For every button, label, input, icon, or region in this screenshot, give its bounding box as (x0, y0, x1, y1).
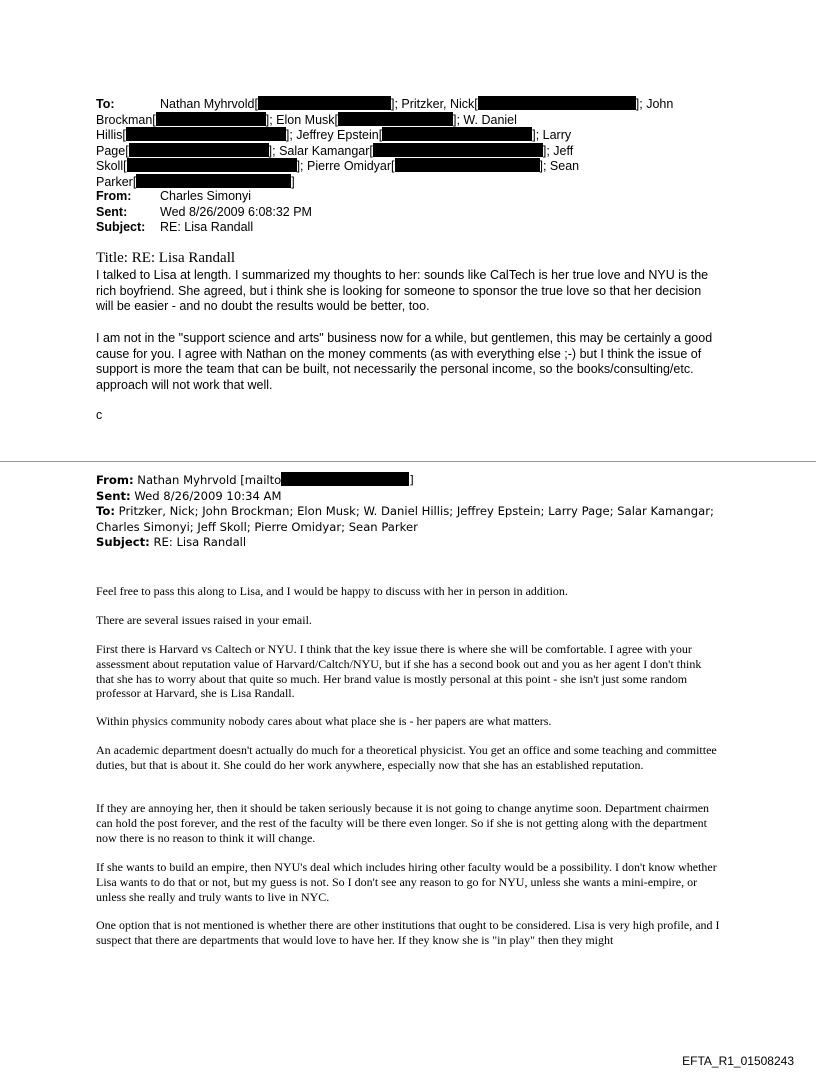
forwarded-header (96, 472, 726, 551)
fwd-subject-line (96, 535, 726, 551)
to-label: To: (96, 97, 115, 111)
sent-label: Sent: (96, 204, 128, 219)
fwd-to-label: To: (96, 504, 115, 518)
to-text: ]; Jeff (542, 143, 574, 158)
body-paragraph: If they are annoying her, then it should be taken seriously because it is not going to change anytime soon. Department chairmen can hold the post forever, and the rest of the faculty will be there even longer. So if she is not getting along with the department now there is no reason to think it will change. (96, 801, 710, 845)
to-text: Skoll[ (96, 159, 127, 173)
fwd-from-end: ] (409, 473, 414, 487)
to-text: ]; Jeffrey Epstein[ (285, 128, 383, 142)
to-text: Brockman[ (96, 112, 156, 127)
to-text: Parker[ (96, 174, 137, 189)
fwd-from-value: Nathan Myhrvold [mailto (137, 473, 282, 487)
from-value: Charles Simonyi (160, 189, 252, 203)
to-text: ]; W. Daniel (453, 112, 517, 127)
to-line-2 (96, 112, 716, 128)
to-text: ]; Pierre Omidyar[ (296, 159, 395, 173)
redaction-box (258, 96, 391, 110)
redaction-box (126, 127, 286, 141)
to-text: Hillis[ (96, 128, 126, 142)
redaction-box (478, 96, 636, 110)
body-paragraph: There are several issues raised in your email. (96, 613, 312, 627)
redaction-box (382, 127, 532, 141)
redaction-box (281, 472, 409, 486)
redaction-box (127, 158, 297, 172)
to-line-4 (96, 143, 716, 159)
body-paragraph: First there is Harvard vs Caltech or NYU. I think that the key issue there is where she will be comfortable. I agree with your assessment about reputation value of Harvard/Caltch/NYU, but if she has a second book out and you as her agent I don't think that she has to worry about that quite so much. Her brand value is mostly personal at this point - she isn't just some random professor at Harvard, she is Lisa Randall. (96, 642, 702, 701)
fwd-subject-value: RE: Lisa Randall (153, 535, 247, 549)
subject-value: RE: Lisa Randall (160, 220, 254, 234)
signature: c (96, 408, 103, 422)
to-text: ]; John (635, 97, 674, 111)
to-text: Page[ (96, 143, 129, 158)
body-paragraph: An academic department doesn't actually do much for a theoretical physicist. You get an office and some teaching and committee duties, but that is about it. She could do her work anywhere, especially now that she has an established reputation. (96, 743, 717, 772)
from-label: From: (96, 189, 132, 203)
to-text: ] (291, 174, 295, 189)
body-paragraph: One option that is not mentioned is whether there are other institutions that ought to be considered. Lisa is very high profile, and I suspect that there are departments that would love to have her. If they know she is "in play" then they might (96, 918, 720, 947)
to-line-5 (96, 158, 716, 174)
to-text: ]; Salar Kamangar[ (268, 143, 373, 158)
to-text: ]; Elon Musk[ (265, 112, 338, 127)
fwd-sent-line (96, 489, 726, 505)
to-line-6 (96, 174, 716, 190)
redaction-box (156, 112, 266, 126)
message-paragraph: I am not in the "support science and arts" business now for a while, but gentlemen, this may be certainly a good cause for you. I agree with Nathan on the money comments (as with everything else ;-) but I think the issue of support is more the team that can be built, not necessarily the personal income, so the books/consulting/etc. approach will not work that well. (96, 331, 713, 392)
body-paragraph: Feel free to pass this along to Lisa, and I would be happy to discuss with her in person in addition. (96, 584, 568, 598)
document-title: Title: RE: Lisa Randall (96, 250, 236, 266)
fwd-to-value: Pritzker, Nick; John Brockman; Elon Musk; W. Daniel Hillis; Jeffrey Epstein; Larry Page; Salar Kamangar; Charles Simonyi; Jeff Skoll; Pierre Omidyar; Sean Parker (96, 504, 714, 534)
fwd-to-line (96, 504, 726, 535)
to-text: ]; Pritzker, Nick[ (390, 97, 478, 111)
body-paragraph: If she wants to build an empire, then NYU's deal which includes hiring other faculty would be a possibility. I don't know whether Lisa wants to do that or not, but my guess is not. So I don't see any reason to go for NYU, unless she wants a mini-empire, or unless she really and truly wants to live in NYC. (96, 860, 717, 904)
to-line-1 (96, 96, 716, 112)
subject-line (96, 220, 716, 236)
fwd-sent-value: Wed 8/26/2009 10:34 AM (134, 488, 282, 503)
to-text: Nathan Myhrvold[ (160, 97, 258, 111)
fwd-subject-label: Subject: (96, 535, 150, 549)
redaction-box (373, 143, 543, 157)
to-line-3 (96, 127, 716, 143)
divider (0, 461, 816, 462)
body-paragraph: Within physics community nobody cares about what place she is - her papers are what matters. (96, 714, 552, 728)
to-text: ]; Sean (539, 159, 580, 173)
fwd-sent-label: Sent: (96, 488, 131, 503)
fwd-from-line (96, 472, 726, 489)
redaction-box (136, 174, 291, 188)
email-header (96, 96, 716, 236)
fwd-from-label: From: (96, 473, 134, 487)
from-line (96, 189, 716, 205)
sent-value: Wed 8/26/2009 6:08:32 PM (160, 204, 312, 219)
redaction-box (129, 143, 269, 157)
subject-label: Subject: (96, 220, 146, 234)
to-text: ]; Larry (532, 128, 572, 142)
redaction-box (338, 112, 453, 126)
document-id: EFTA_R1_01508243 (682, 1054, 794, 1068)
redaction-box (395, 158, 540, 172)
sent-line (96, 205, 716, 221)
message-paragraph: I talked to Lisa at length. I summarized my thoughts to her: sounds like CalTech is her true love and NYU is the rich boyfriend. She agreed, but i think she is looking for someone to sponsor the true love so that her decision will be easier - and no doubt the results would be better, too. (96, 268, 709, 313)
